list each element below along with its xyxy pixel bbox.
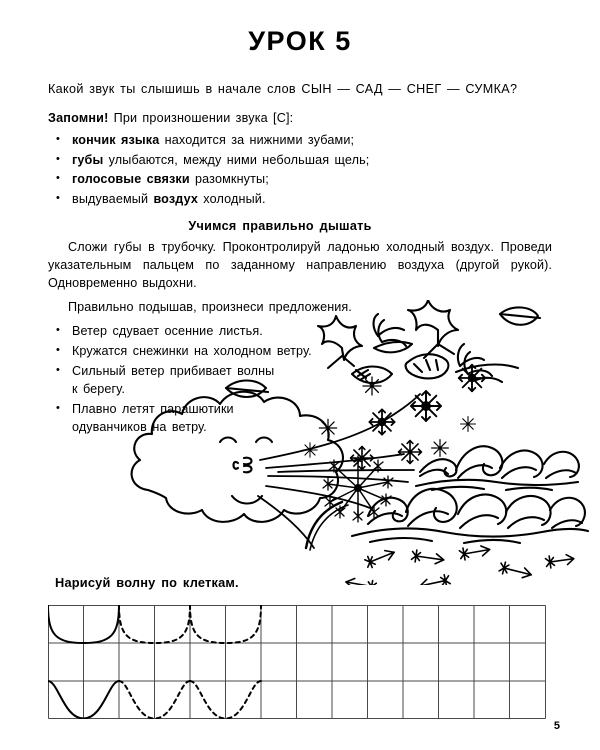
rule-rest: улыбаются, между ними небольшая щель; [103,152,370,167]
rule-rest: холодный. [198,191,266,206]
rule-bold: губы [72,152,104,167]
articulation-rules-list [48,131,552,208]
sentence-line: Кружатся снежинки на холодном ветру. [72,343,312,358]
rule-bold: голосовые связки [72,172,190,187]
sentence-line-cont: к берегу. [72,381,125,396]
rule-bold: воздух [153,191,199,206]
rule-rest: разомкнуты; [189,172,269,187]
cloud-smile-icon [232,496,262,504]
grid-lines [49,606,546,719]
rule-rest: находится за нижними зубами; [159,133,355,148]
snowflakes-icon [303,365,485,470]
breathing-heading: Учимся правильно дышать [188,219,372,234]
sentence-line-cont: одуванчиков на ветру. [72,420,207,434]
remember-line [48,109,552,127]
sentence-line: Ветер сдувает осенние листья. [72,323,263,338]
rule-bold: кончик языка [72,133,160,148]
list-item [48,131,552,149]
intro-question: Какой звук ты слышишь в начале слов СЫН — САД — СНЕГ — СУМКА? [48,82,518,96]
remember-label: Запомни! [48,111,109,126]
cloud-face-icon [132,392,343,522]
remember-rest: При произношении звука [С]: [108,111,294,126]
cloud-lips-icon [244,458,252,465]
page-title: УРОК 5 [248,26,352,56]
ocean-waves-icon [352,446,588,543]
sentence-line: Сильный ветер прибивает волны [72,363,275,378]
breathing-paragraph: Сложи губы в трубочку. Проконтролируй ладонью холодный воздух. Проведи указательным пальцем по заданному направлению воздуха (другой рукой). Одновременно выдохни. [48,240,552,291]
breathing-instruction: Правильно подышав, произнеси предложения. [68,300,352,315]
flying-seeds-icon [345,544,575,585]
list-item [48,170,552,188]
sentence-line: Плавно летят парашютики [72,401,234,416]
tracing-grid[interactable] [48,605,546,719]
cloud-nose-icon [234,462,239,469]
task-heading: Нарисуй волну по клеткам. [55,575,239,590]
cloud-eye-right-icon [256,438,272,443]
list-item [48,151,552,169]
list-item [48,190,552,208]
autumn-leaves-icon [226,300,540,397]
wind-illustration [120,300,600,585]
rule-pre: выдуваемый [72,191,154,206]
cloud-eye-left-icon [220,438,236,443]
page-number: 5 [553,720,560,732]
